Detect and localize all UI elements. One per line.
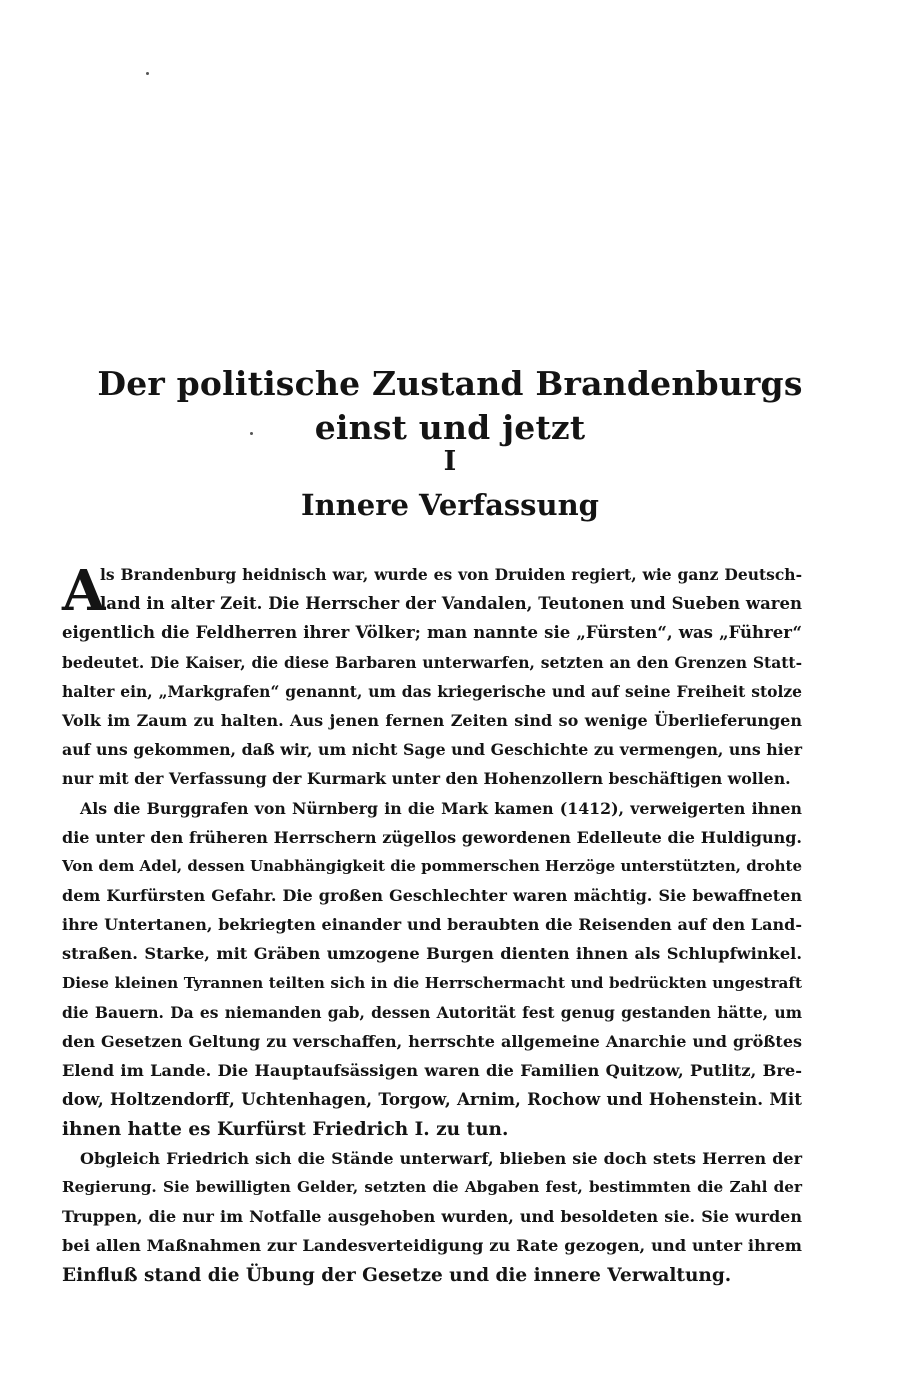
text-line: straßen. Starke, mit Gräben umzogene Burgen dienten ihnen als Schlupfwinkel. <box>62 944 802 964</box>
text-line: nur mit der Verfassung der Kurmark unter den Hohenzollern beschäftigen wollen. <box>62 769 791 789</box>
text-line: ls Brandenburg heidnisch war, wurde es von Druiden regiert, wie ganz Deutsch- <box>100 565 802 584</box>
text-line: bedeutet. Die Kaiser, die diese Barbaren unterwarfen, setzten an den Grenzen Statt- <box>62 652 802 672</box>
text-line: Von dem Adel, dessen Unabhängigkeit die pommerschen Herzöge unterstützten, drohte <box>62 856 802 875</box>
text-line: Obgleich Friedrich sich die Stände unterwarf, blieben sie doch stets Herren der <box>80 1148 802 1168</box>
text-line: Volk im Zaum zu halten. Aus jenen fernen Zeiten sind so wenige Überlieferungen <box>62 710 802 730</box>
text-line: dem Kurfürsten Gefahr. Die großen Geschlechter waren mächtig. Sie bewaffneten <box>62 886 802 906</box>
text-line: dow, Holtzendorff, Uchtenhagen, Torgow, Arnim, Rochow und Hohenstein. Mit <box>62 1089 802 1110</box>
text-line: ihnen hatte es Kurfürst Friedrich I. zu tun. <box>62 1118 509 1140</box>
text-line: Diese kleinen Tyrannen teilten sich in die Herrschermacht und bedrückten ungestraft <box>62 973 802 992</box>
text-line: Einfluß stand die Übung der Gesetze und die innere Verwaltung. <box>62 1264 732 1286</box>
print-speck <box>146 72 149 75</box>
drop-cap: A <box>62 558 106 624</box>
text-line: Elend im Lande. Die Hauptaufsässigen waren die Familien Quitzow, Putlitz, Bre- <box>62 1061 802 1081</box>
body-text <box>62 560 802 1290</box>
text-line: ihre Untertanen, bekriegten einander und beraubten die Reisenden auf den Land- <box>62 915 802 935</box>
text-line: Truppen, die nur im Notfalle ausgehoben wurden, und besoldeten sie. Sie wurden <box>62 1207 802 1227</box>
text-line: Regierung. Sie bewilligten Gelder, setzten die Abgaben fest, bestimmten die Zahl der <box>62 1177 802 1196</box>
text-line: halter ein, „Markgrafen“ genannt, um das kriegerische und auf seine Freiheit stolze <box>62 681 802 701</box>
text-line: eigentlich die Feldherren ihrer Völker; man nannte sie „Fürsten“, was „Führer“ <box>62 623 802 643</box>
chapter-title: Der politische Zustand Brandenburgs einst und jetzt <box>97 364 803 447</box>
section-title: Innere Verfassung <box>301 488 599 522</box>
text-line: land in alter Zeit. Die Herrscher der Vandalen, Teutonen und Sueben waren <box>100 594 802 614</box>
text-line: bei allen Maßnahmen zur Landesverteidigung zu Rate gezogen, und unter ihrem <box>62 1236 802 1256</box>
text-line: die unter den früheren Herrschern zügellos gewordenen Edelleute die Huldigung. <box>62 827 802 847</box>
text-line: den Gesetzen Geltung zu verschaffen, herrschte allgemeine Anarchie und größtes <box>62 1032 802 1051</box>
text-line: auf uns gekommen, daß wir, um nicht Sage und Geschichte zu vermengen, uns hier <box>62 740 802 760</box>
section-number: I <box>443 446 457 477</box>
text-line: Als die Burggrafen von Nürnberg in die Mark kamen (1412), verweigerten ihnen <box>80 798 802 818</box>
text-line: die Bauern. Da es niemanden gab, dessen Autorität fest genug gestanden hätte, um <box>62 1002 802 1022</box>
